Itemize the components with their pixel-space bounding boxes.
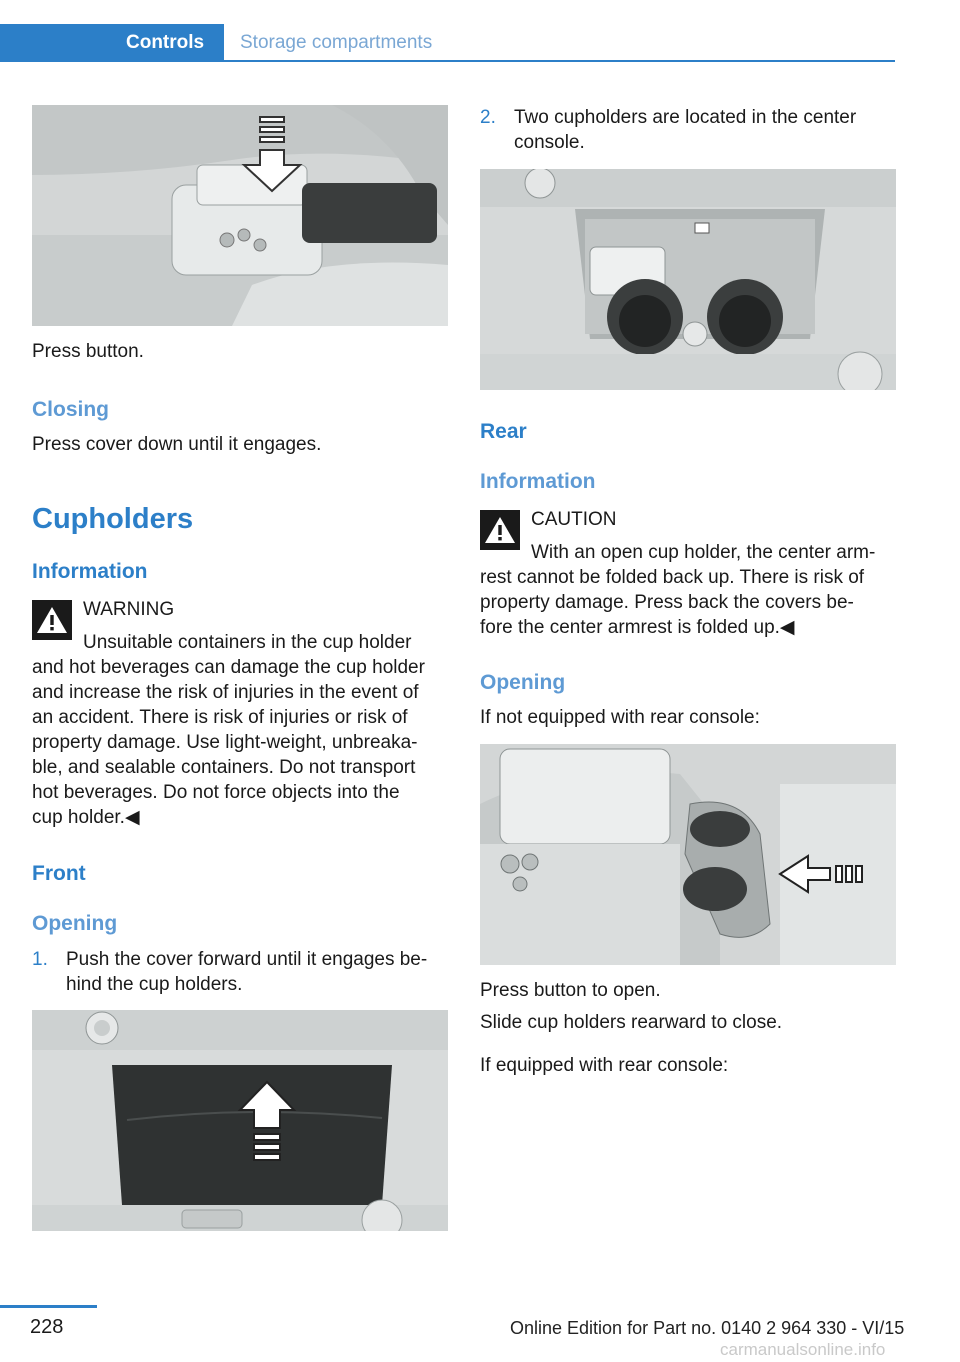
- caution-line-3: property damage. Press back the covers be-: [480, 592, 854, 613]
- caution-label: CAUTION: [531, 509, 617, 530]
- footer-rule: [0, 1305, 97, 1308]
- press-button-text: Press button.: [32, 341, 144, 362]
- cover-illustration: [32, 1010, 448, 1231]
- closing-heading: Closing: [32, 398, 109, 421]
- press-to-open-text: Press button to open.: [480, 980, 661, 1001]
- figure-cover-forward: [32, 1010, 448, 1231]
- tab-controls: Controls: [0, 24, 224, 62]
- page-header: [0, 24, 895, 62]
- armrest-illustration: [32, 105, 448, 326]
- figure-center-cupholders: [480, 169, 896, 390]
- warning-line-4: an accident. There is risk of injuries or risk of: [32, 707, 408, 728]
- warning-line-1: Unsuitable containers in the cup holder: [83, 632, 412, 653]
- center-cupholders-illustration: [480, 169, 896, 390]
- step-1-line-2: hind the cup holders.: [66, 974, 243, 995]
- warning-label: WARNING: [83, 599, 175, 620]
- warning-line-2: and hot beverages can damage the cup holder: [32, 657, 425, 678]
- step-2-line-1: Two cupholders are located in the center: [514, 107, 857, 128]
- caution-icon: [480, 510, 520, 550]
- page-number: 228: [30, 1316, 64, 1338]
- no-rear-console-text: If not equipped with rear console:: [480, 707, 760, 728]
- warning-line-7: hot beverages. Do not force objects into the: [32, 782, 400, 803]
- warning-line-5: property damage. Use light-weight, unbreaka-: [32, 732, 418, 753]
- step-1-line-1: Push the cover forward until it engages be-: [66, 949, 428, 970]
- slide-to-close-text: Slide cup holders rearward to close.: [480, 1012, 783, 1033]
- cupholders-heading: Cupholders: [32, 503, 194, 535]
- warning-line-3: and increase the risk of injuries in the event of: [32, 682, 419, 703]
- opening-heading-right: Opening: [480, 671, 566, 694]
- rear-cupholder-illustration: [480, 744, 896, 965]
- tab-storage-compartments: Storage compartments: [240, 32, 433, 53]
- rear-heading: Rear: [480, 420, 527, 443]
- caution-line-2: rest cannot be folded back up. There is risk of: [480, 567, 865, 588]
- figure-rear-cupholder: [480, 744, 896, 965]
- information-heading-right: Information: [480, 470, 596, 493]
- step-2-number: 2.: [480, 107, 496, 128]
- step-2-line-2: console.: [514, 132, 585, 153]
- with-rear-console-text: If equipped with rear console:: [480, 1055, 729, 1076]
- figure-armrest-button: [32, 105, 448, 326]
- step-1-number: 1.: [32, 949, 48, 970]
- online-edition-text: Online Edition for Part no. 0140 2 964 330 - VI/15: [510, 1318, 905, 1338]
- front-heading: Front: [32, 862, 86, 885]
- warning-icon: [32, 600, 72, 640]
- caution-line-1: With an open cup holder, the center arm-: [531, 542, 876, 563]
- caution-line-4: fore the center armrest is folded up.◀: [480, 617, 795, 638]
- information-heading-left: Information: [32, 560, 148, 583]
- header-rule: [0, 60, 895, 62]
- warning-line-6: ble, and sealable containers. Do not transport: [32, 757, 416, 778]
- warning-line-8: cup holder.◀: [32, 807, 140, 828]
- opening-heading-left: Opening: [32, 912, 118, 935]
- closing-text: Press cover down until it engages.: [32, 434, 322, 455]
- site-watermark: carmanualsonline.info: [720, 1340, 886, 1359]
